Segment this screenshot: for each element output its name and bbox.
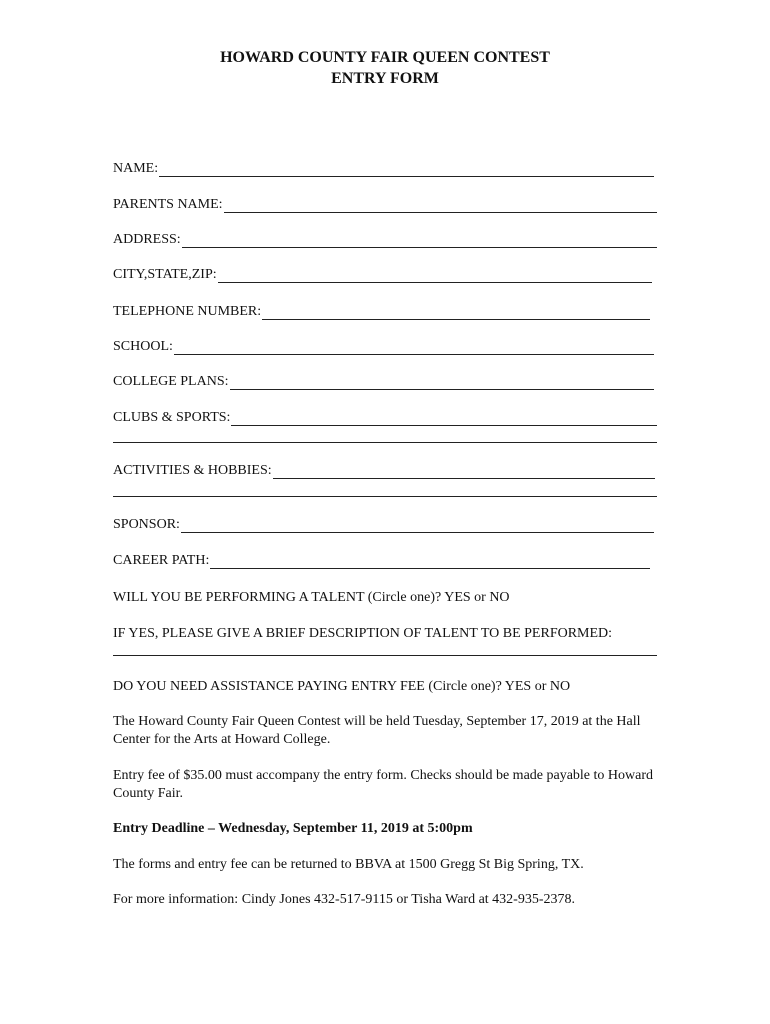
- school-field[interactable]: [113, 339, 654, 355]
- activities-hobbies-extra-line[interactable]: [113, 496, 657, 497]
- name-blank[interactable]: [159, 164, 654, 177]
- college-plans-blank[interactable]: [230, 377, 655, 390]
- city-state-zip-blank[interactable]: [218, 270, 652, 283]
- parents-name-field[interactable]: [113, 197, 657, 213]
- name-label: NAME:: [113, 161, 159, 176]
- school-label: SCHOOL:: [113, 339, 173, 354]
- address-label: ADDRESS:: [113, 232, 181, 247]
- clubs-sports-extra-line[interactable]: [113, 442, 657, 443]
- talent-description-line[interactable]: [113, 655, 657, 656]
- college-plans-field[interactable]: [113, 374, 654, 390]
- career-path-blank[interactable]: [210, 556, 650, 569]
- college-plans-label: COLLEGE PLANS:: [113, 374, 229, 389]
- telephone-label: TELEPHONE NUMBER:: [113, 304, 262, 319]
- school-blank[interactable]: [174, 342, 654, 355]
- address-blank[interactable]: [182, 235, 657, 248]
- city-state-zip-label: CITY,STATE,ZIP:: [113, 267, 217, 282]
- activities-hobbies-label: ACTIVITIES & HOBBIES:: [113, 463, 272, 478]
- talent-description-prompt: IF YES, PLEASE GIVE A BRIEF DESCRIPTION OF TALENT TO BE PERFORMED:: [113, 626, 613, 641]
- contact-info: For more information: Cindy Jones 432-517-9115 or Tisha Ward at 432-935-2378.: [113, 892, 576, 907]
- telephone-field[interactable]: [113, 304, 650, 320]
- talent-question: WILL YOU BE PERFORMING A TALENT (Circle one)? YES or NO: [113, 590, 510, 605]
- form-subtitle: ENTRY FORM: [331, 70, 439, 87]
- return-info: The forms and entry fee can be returned to BBVA at 1500 Gregg St Big Spring, TX.: [113, 857, 584, 872]
- name-field[interactable]: [113, 161, 654, 177]
- career-path-label: CAREER PATH:: [113, 553, 210, 568]
- address-field[interactable]: [113, 232, 657, 248]
- sponsor-label: SPONSOR:: [113, 517, 180, 532]
- clubs-sports-label: CLUBS & SPORTS:: [113, 410, 231, 425]
- sponsor-field[interactable]: [113, 517, 654, 533]
- parents-name-label: PARENTS NAME:: [113, 197, 223, 212]
- assistance-question: DO YOU NEED ASSISTANCE PAYING ENTRY FEE (Circle one)? YES or NO: [113, 679, 571, 694]
- parents-name-blank[interactable]: [224, 200, 657, 213]
- activities-hobbies-field[interactable]: [113, 463, 655, 479]
- sponsor-blank[interactable]: [181, 520, 654, 533]
- clubs-sports-field[interactable]: [113, 410, 657, 426]
- city-state-zip-field[interactable]: [113, 267, 652, 283]
- activities-hobbies-blank[interactable]: [273, 466, 655, 479]
- clubs-sports-blank[interactable]: [231, 413, 657, 426]
- telephone-blank[interactable]: [262, 307, 650, 320]
- entry-deadline: Entry Deadline – Wednesday, September 11, 2019 at 5:00pm: [113, 821, 473, 836]
- career-path-field[interactable]: [113, 553, 650, 569]
- event-info: The Howard County Fair Queen Contest will be held Tuesday, September 17, 2019 at the Hall Center for the Arts at Howard College.: [113, 714, 641, 747]
- form-title: HOWARD COUNTY FAIR QUEEN CONTEST: [220, 49, 550, 66]
- fee-info: Entry fee of $35.00 must accompany the entry form. Checks should be made payable to Howard County Fair.: [113, 768, 654, 801]
